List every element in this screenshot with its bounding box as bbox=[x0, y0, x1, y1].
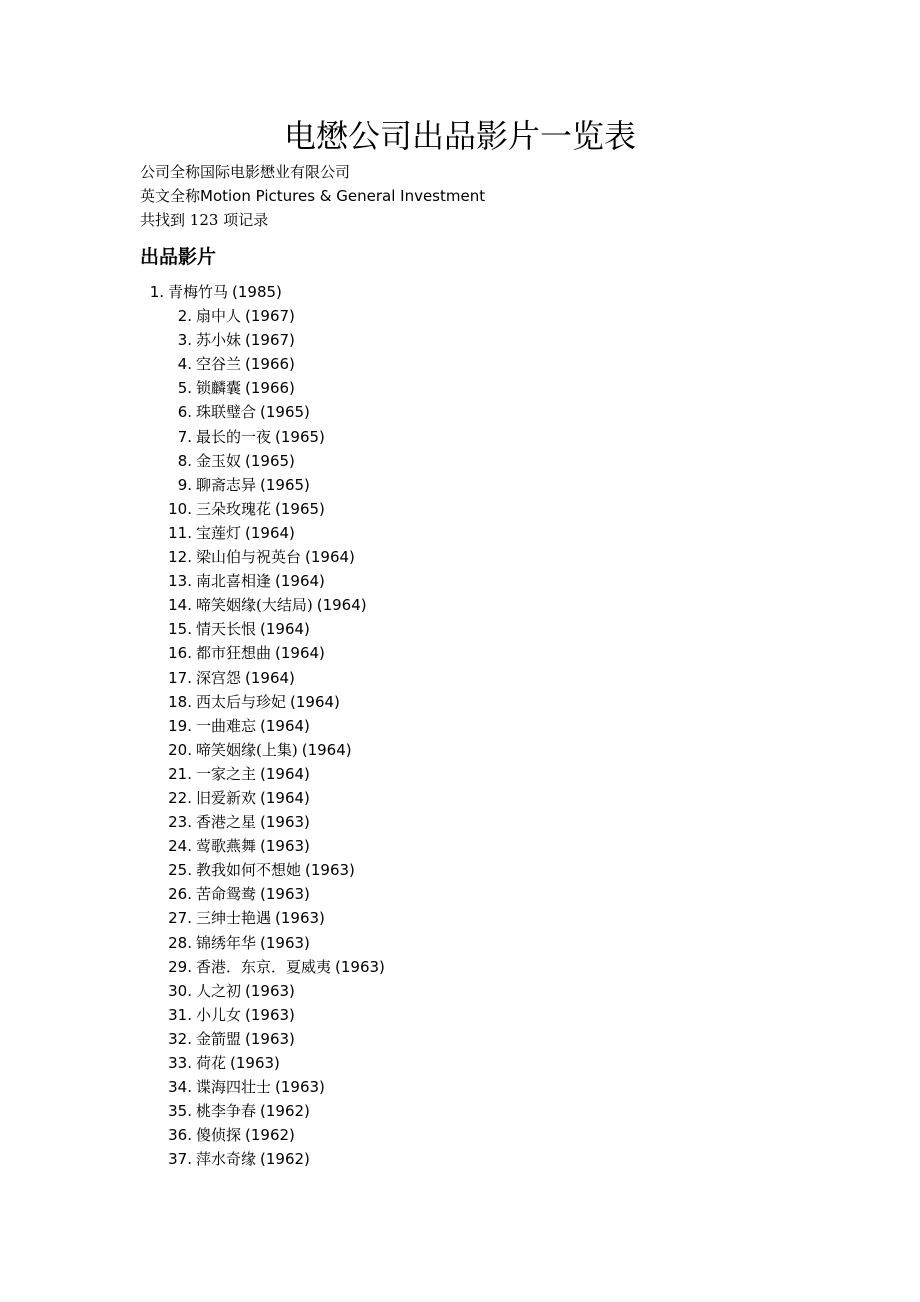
film-number: 16. bbox=[168, 644, 192, 663]
film-year: (1965) bbox=[245, 451, 295, 470]
film-year: (1963) bbox=[275, 909, 325, 928]
film-number: 3. bbox=[177, 331, 192, 350]
record-count-value: 123 bbox=[189, 211, 219, 229]
list-item bbox=[140, 473, 385, 497]
film-year: (1985) bbox=[232, 283, 282, 301]
film-number: 26. bbox=[168, 885, 192, 904]
film-year: (1963) bbox=[305, 861, 355, 880]
film-year: (1964) bbox=[301, 740, 352, 759]
film-year: (1964) bbox=[305, 548, 355, 567]
film-title: 青梅竹马 bbox=[168, 283, 229, 301]
film-number: 18. bbox=[168, 692, 192, 711]
film-number: 21. bbox=[168, 764, 192, 783]
list-item bbox=[140, 328, 385, 352]
film-number: 7. bbox=[177, 427, 192, 446]
film-title: 谍海四壮士 bbox=[196, 1078, 272, 1097]
list-item bbox=[140, 521, 385, 545]
film-title: 教我如何不想她 bbox=[196, 861, 302, 880]
list-item bbox=[140, 666, 385, 690]
film-year: (1965) bbox=[260, 475, 310, 494]
company-cn-name: 国际电影懋业有限公司 bbox=[200, 163, 351, 181]
film-number: 10. bbox=[168, 499, 192, 518]
film-year: (1964) bbox=[275, 644, 325, 663]
film-number: 23. bbox=[168, 813, 192, 832]
film-year: (1962) bbox=[245, 1126, 295, 1145]
list-item bbox=[140, 834, 385, 858]
film-number: 28. bbox=[168, 933, 192, 952]
film-number: 29. bbox=[168, 957, 192, 976]
film-number: 14. bbox=[168, 596, 192, 615]
company-cn-line bbox=[140, 160, 350, 184]
film-title: 香港．东京．夏威夷 bbox=[196, 957, 332, 976]
film-title: 荷花 bbox=[196, 1054, 227, 1072]
company-en-line bbox=[140, 184, 485, 208]
film-year: (1964) bbox=[260, 620, 310, 639]
list-item bbox=[140, 545, 385, 569]
film-number: 19. bbox=[168, 716, 192, 735]
film-title: 深宫怨 bbox=[196, 668, 242, 687]
company-en-name: Motion Pictures & General Investment bbox=[200, 187, 486, 205]
film-year: (1963) bbox=[245, 981, 295, 1000]
list-item bbox=[140, 882, 385, 906]
section-heading-films: 出品影片 bbox=[140, 246, 217, 268]
record-count-line bbox=[140, 208, 268, 232]
film-number: 36. bbox=[168, 1126, 192, 1145]
list-item bbox=[140, 931, 385, 955]
film-title: 苦命鸳鸯 bbox=[196, 885, 257, 904]
list-item bbox=[140, 1147, 385, 1171]
film-year: (1964) bbox=[275, 572, 325, 591]
list-item bbox=[140, 955, 385, 979]
film-title: 一曲难忘 bbox=[196, 716, 257, 735]
film-number: 33. bbox=[168, 1054, 192, 1072]
record-count-suffix: 项记录 bbox=[223, 211, 269, 229]
list-item bbox=[140, 1003, 385, 1027]
film-year: (1965) bbox=[260, 403, 310, 422]
page-title: 电懋公司出品影片一览表 bbox=[283, 117, 636, 155]
film-title: 西太后与珍妃 bbox=[196, 692, 287, 711]
film-year: (1966) bbox=[245, 355, 295, 374]
list-item bbox=[140, 304, 385, 328]
film-number: 32. bbox=[168, 1029, 192, 1048]
list-item bbox=[140, 641, 385, 665]
film-year: (1963) bbox=[260, 837, 310, 856]
film-number: 11. bbox=[168, 523, 192, 542]
film-title: 啼笑姻缘(大结局) bbox=[196, 596, 313, 615]
film-title: 聊斋志异 bbox=[196, 475, 257, 494]
film-number: 25. bbox=[168, 861, 192, 880]
film-year: (1965) bbox=[275, 499, 325, 518]
film-number: 9. bbox=[177, 475, 192, 494]
film-number: 30. bbox=[168, 981, 192, 1000]
film-title: 扇中人 bbox=[196, 307, 242, 326]
film-title: 小儿女 bbox=[196, 1005, 242, 1024]
list-item bbox=[140, 400, 385, 424]
film-year: (1964) bbox=[245, 668, 295, 687]
film-title: 金玉奴 bbox=[196, 451, 242, 470]
film-number: 17. bbox=[168, 668, 192, 687]
film-year: (1963) bbox=[245, 1029, 295, 1048]
list-item bbox=[140, 738, 385, 762]
film-year: (1962) bbox=[260, 1102, 310, 1121]
film-title: 空谷兰 bbox=[196, 355, 242, 374]
list-item bbox=[140, 1099, 385, 1123]
film-title: 金箭盟 bbox=[196, 1029, 242, 1048]
film-number: 8. bbox=[177, 451, 192, 470]
film-number: 31. bbox=[168, 1005, 192, 1024]
film-year: (1964) bbox=[260, 788, 310, 807]
film-year: (1963) bbox=[230, 1054, 280, 1072]
film-year: (1964) bbox=[260, 716, 310, 735]
list-item bbox=[140, 786, 385, 810]
film-year: (1963) bbox=[260, 933, 310, 952]
film-number: 13. bbox=[168, 572, 192, 591]
list-item bbox=[140, 690, 385, 714]
film-year: (1962) bbox=[260, 1150, 310, 1169]
film-number: 5. bbox=[177, 379, 192, 398]
film-year: (1964) bbox=[260, 764, 310, 783]
list-item bbox=[140, 617, 385, 641]
film-title: 三绅士艳遇 bbox=[196, 909, 272, 928]
film-title: 桃李争春 bbox=[196, 1102, 257, 1121]
list-item bbox=[140, 979, 385, 1003]
list-item bbox=[140, 425, 385, 449]
film-year: (1964) bbox=[316, 596, 367, 615]
record-count-prefix: 共找到 bbox=[140, 211, 186, 229]
film-title: 情天长恨 bbox=[196, 620, 257, 639]
film-year: (1963) bbox=[275, 1078, 325, 1097]
film-title: 珠联璧合 bbox=[196, 403, 257, 422]
film-number: 6. bbox=[177, 403, 192, 422]
list-item bbox=[140, 714, 385, 738]
film-title: 旧爱新欢 bbox=[196, 788, 257, 807]
list-item bbox=[140, 1075, 385, 1099]
film-year: (1963) bbox=[260, 885, 310, 904]
film-title: 苏小妹 bbox=[196, 331, 242, 350]
film-year: (1964) bbox=[245, 523, 295, 542]
film-number: 24. bbox=[168, 837, 192, 856]
film-title: 香港之星 bbox=[196, 813, 257, 832]
list-item bbox=[140, 762, 385, 786]
film-title: 锦绣年华 bbox=[196, 933, 257, 952]
film-year: (1966) bbox=[245, 379, 295, 398]
film-number: 22. bbox=[168, 788, 192, 807]
film-title: 最长的一夜 bbox=[196, 427, 272, 446]
company-cn-label: 公司全称 bbox=[140, 163, 201, 181]
film-list bbox=[140, 280, 385, 1171]
list-item bbox=[140, 280, 385, 304]
film-year: (1965) bbox=[275, 427, 325, 446]
film-year: (1963) bbox=[335, 957, 385, 976]
list-item bbox=[140, 569, 385, 593]
film-title: 一家之主 bbox=[196, 764, 257, 783]
film-title: 三朵玫瑰花 bbox=[196, 499, 272, 518]
list-item bbox=[140, 376, 385, 400]
list-item bbox=[140, 810, 385, 834]
film-number: 4. bbox=[177, 355, 192, 374]
film-number: 27. bbox=[168, 909, 192, 928]
list-item bbox=[140, 1027, 385, 1051]
list-item bbox=[140, 497, 385, 521]
list-item bbox=[140, 593, 385, 617]
film-number: 35. bbox=[168, 1102, 192, 1121]
film-title: 啼笑姻缘(上集) bbox=[196, 740, 298, 759]
list-item bbox=[140, 906, 385, 930]
list-item bbox=[140, 1123, 385, 1147]
film-title: 莺歌燕舞 bbox=[196, 837, 257, 856]
company-en-label: 英文全称 bbox=[140, 187, 201, 205]
film-year: (1963) bbox=[260, 813, 310, 832]
film-number: 37. bbox=[168, 1150, 192, 1169]
list-item bbox=[140, 858, 385, 882]
list-item bbox=[140, 1051, 385, 1075]
film-title: 梁山伯与祝英台 bbox=[196, 548, 302, 567]
film-year: (1963) bbox=[245, 1005, 295, 1024]
film-title: 傻侦探 bbox=[196, 1126, 242, 1145]
film-year: (1967) bbox=[245, 307, 295, 326]
list-item bbox=[140, 352, 385, 376]
film-title: 萍水奇缘 bbox=[196, 1150, 257, 1169]
film-year: (1967) bbox=[245, 331, 295, 350]
film-title: 南北喜相逢 bbox=[196, 572, 272, 591]
film-number: 2. bbox=[177, 307, 192, 326]
film-year: (1964) bbox=[290, 692, 340, 711]
film-title: 人之初 bbox=[196, 981, 242, 1000]
film-number: 12. bbox=[168, 548, 192, 567]
film-title: 都市狂想曲 bbox=[196, 644, 272, 663]
film-title: 宝莲灯 bbox=[196, 523, 242, 542]
list-item bbox=[140, 449, 385, 473]
film-number: 20. bbox=[168, 740, 192, 759]
film-number: 15. bbox=[168, 620, 192, 639]
film-number: 1. bbox=[149, 283, 164, 301]
film-number: 34. bbox=[168, 1078, 192, 1097]
film-title: 锁麟囊 bbox=[196, 379, 242, 398]
